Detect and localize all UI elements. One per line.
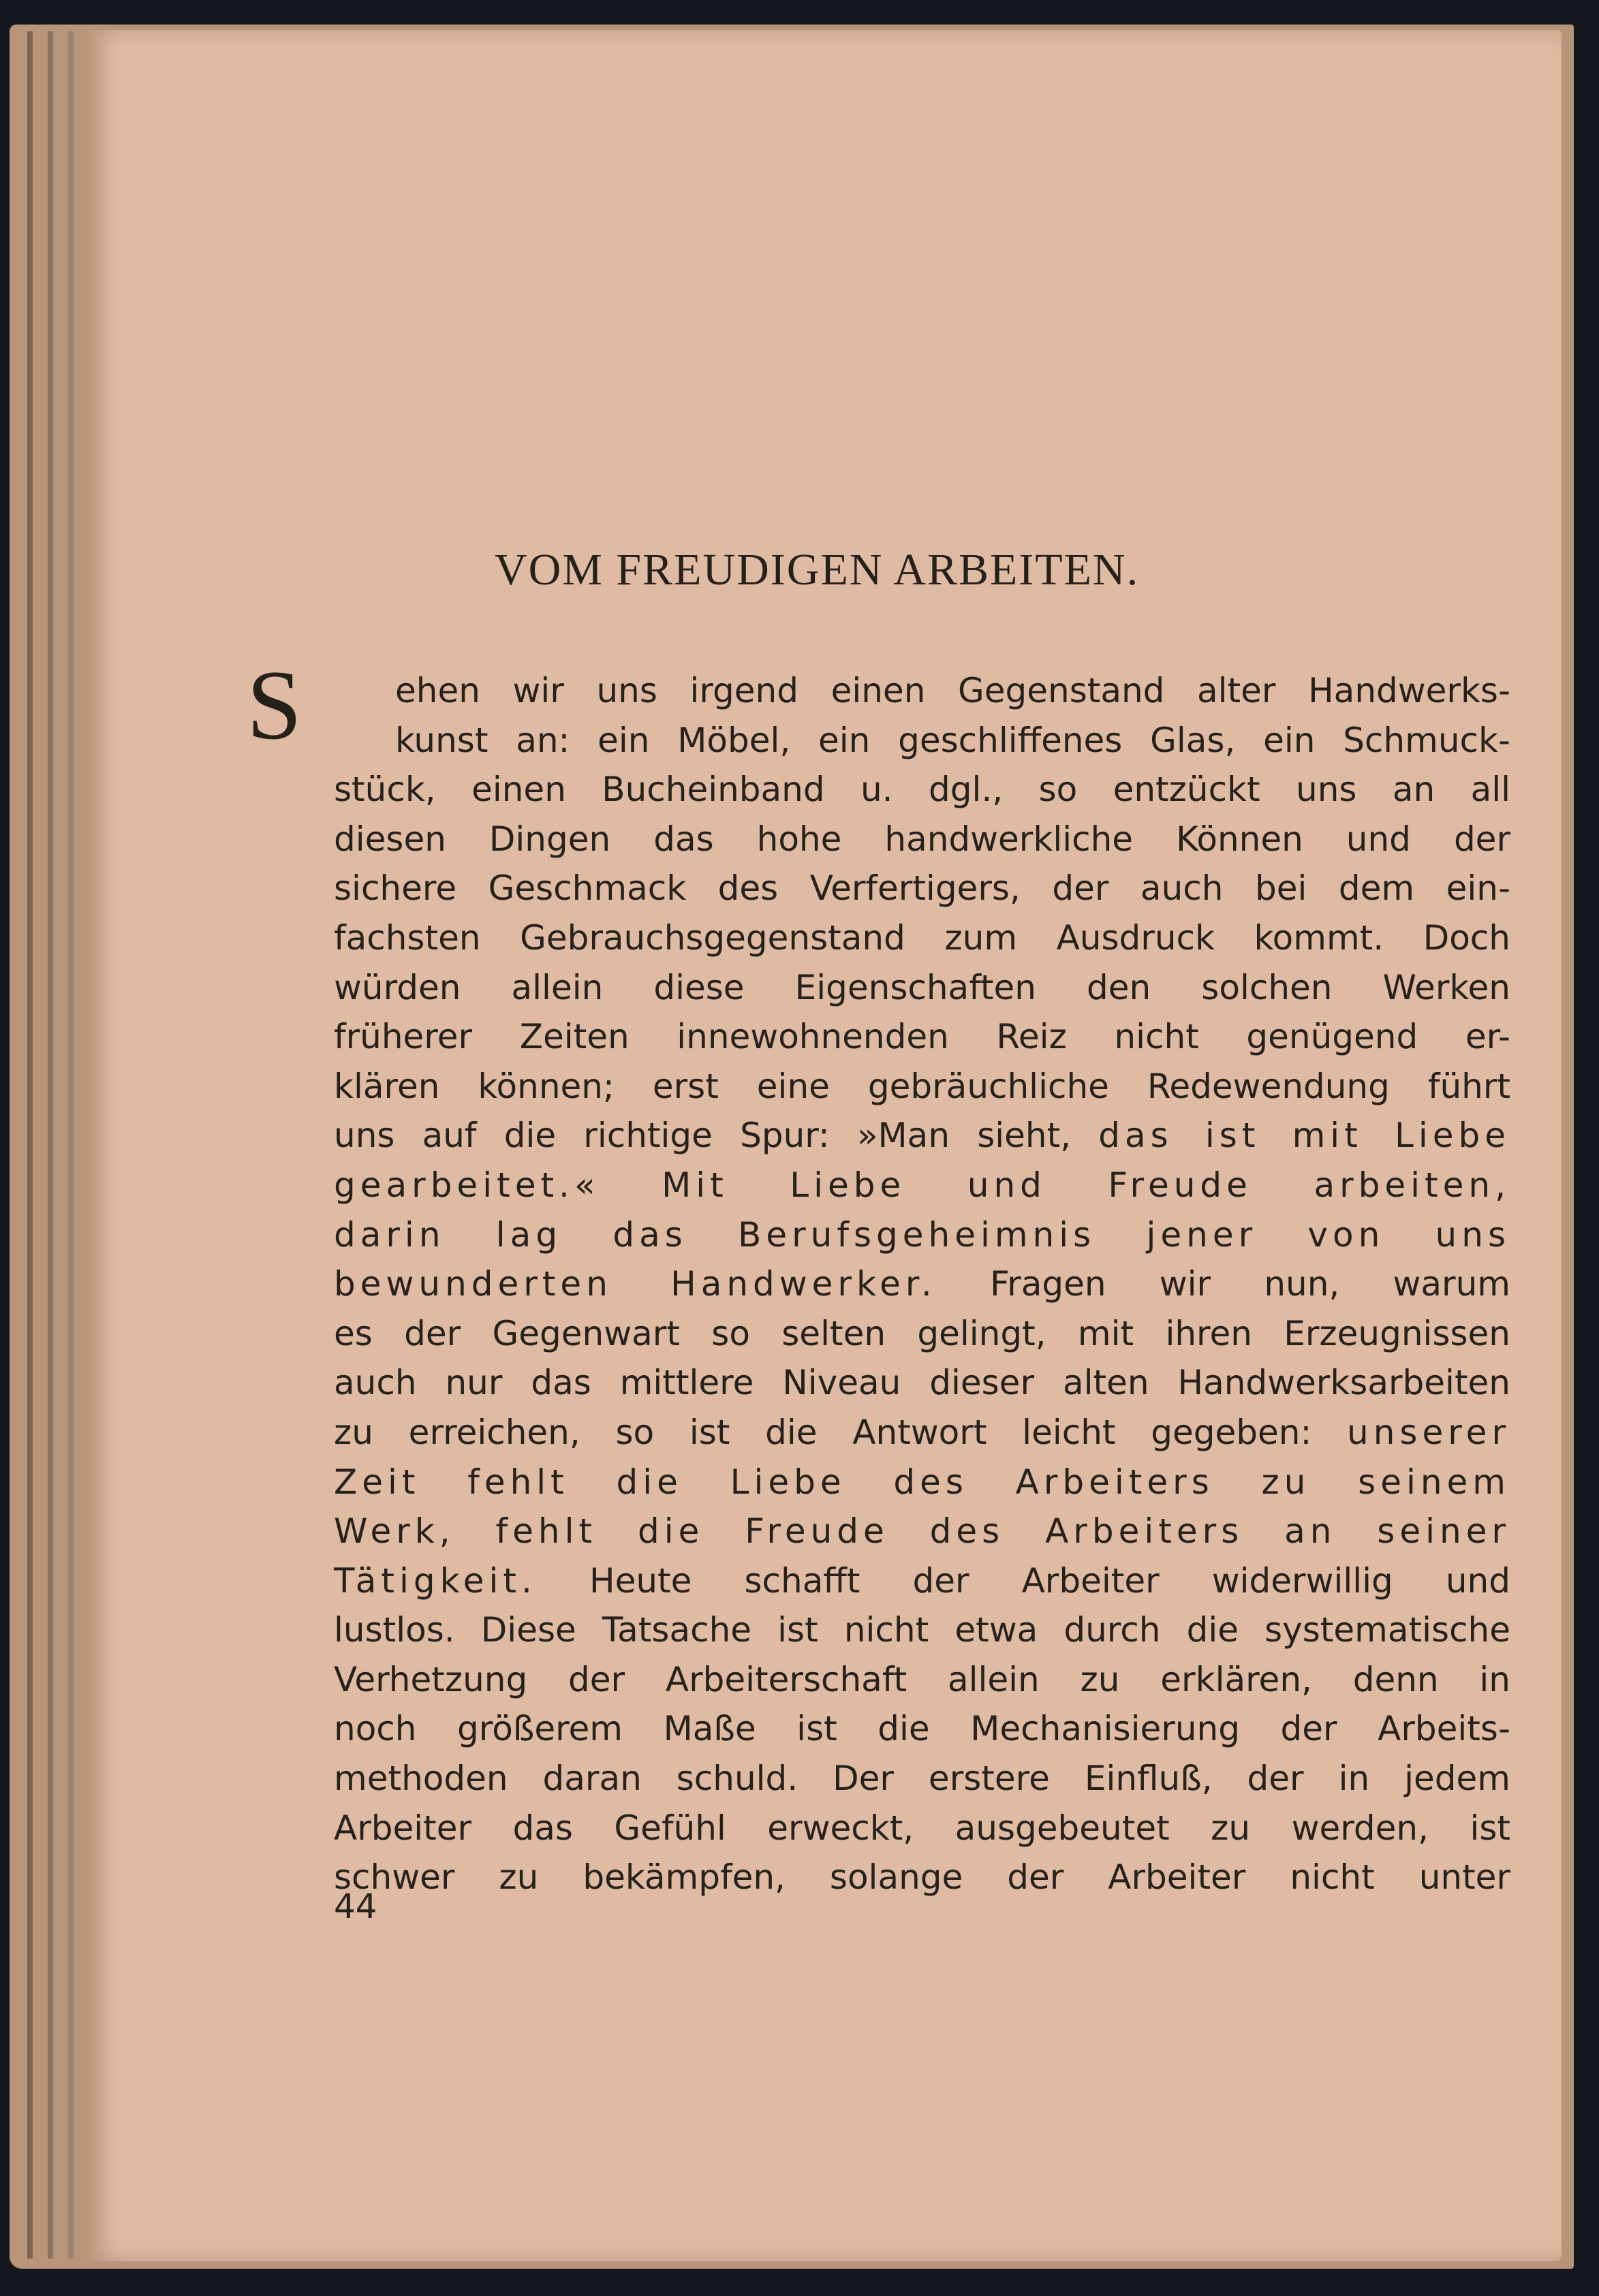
spaced-emphasis: unserer: [1347, 1412, 1510, 1452]
text-line: würden allein diese Eigenschaften den solchen Werken: [334, 967, 1510, 1007]
text-segment: Fragen wir nun, warum: [936, 1264, 1511, 1304]
spaced-emphasis: Tätigkeit.: [334, 1560, 537, 1601]
text-line: auch nur das mittlere Niveau dieser alten Handwerksarbeiten: [334, 1363, 1510, 1403]
text-line: fachsten Gebrauchsgegenstand zum Ausdruck kommt. Doch: [334, 917, 1510, 958]
text-line: diesen Dingen das hohe handwerkliche Können und der: [334, 819, 1510, 859]
text-line: [334, 1259, 1510, 1309]
text-line: [334, 1210, 1510, 1260]
text-line: sichere Geschmack des Verfertigers, der auch bei dem ein-: [334, 868, 1510, 909]
text-line: [334, 1556, 1510, 1606]
spaced-emphasis: Zeit fehlt die Liebe des Arbeiters zu seinem: [334, 1462, 1510, 1502]
text-line: stück, einen Bucheinband u. dgl., so entzückt uns an all: [334, 770, 1510, 810]
page-edge: [68, 31, 74, 2259]
text-line: [334, 1111, 1510, 1161]
spaced-emphasis: das ist mit Liebe: [1098, 1116, 1510, 1156]
spaced-emphasis: gearbeitet.« Mit Liebe und Freude arbeiten,: [334, 1165, 1510, 1205]
text-segment: uns auf die richtige Spur: »Man sieht,: [334, 1116, 1099, 1156]
text-line: kunst an: ein Möbel, ein geschliffenes Glas, ein Schmuck-: [395, 720, 1510, 760]
text-line: Arbeiter das Gefühl erweckt, ausgebeutet zu werden, ist: [334, 1808, 1510, 1848]
text-line: [334, 1507, 1510, 1556]
text-line: lustlos. Diese Tatsache ist nicht etwa durch die systematische: [334, 1610, 1510, 1650]
text-line: [334, 1458, 1510, 1507]
page-number: 44: [334, 1887, 377, 1926]
chapter-heading: VOM FREUDIGEN ARBEITEN.: [494, 545, 1140, 595]
body-text: [334, 666, 1510, 1902]
text-line: [334, 1408, 1510, 1458]
text-line: ehen wir uns irgend einen Gegenstand alter Handwerks-: [395, 671, 1510, 710]
spaced-emphasis: darin lag das Berufsgeheimnis jener von uns: [334, 1214, 1510, 1255]
text-line: [334, 1161, 1510, 1210]
page-edge: [48, 31, 53, 2259]
text-line: methoden daran schuld. Der erstere Einfluß, der in jedem: [334, 1759, 1510, 1799]
text-line: klären können; erst eine gebräuchliche Redewendung führt: [334, 1066, 1510, 1106]
text-line: es der Gegenwart so selten gelingt, mit ihren Erzeugnissen: [334, 1313, 1510, 1353]
drop-cap: S: [247, 650, 302, 760]
page-edge: [27, 31, 33, 2259]
text-segment: Heute schafft der Arbeiter widerwillig und: [536, 1560, 1510, 1601]
text-line: schwer zu bekämpfen, solange der Arbeiter nicht unter: [334, 1857, 1510, 1898]
text-line: noch größerem Maße ist die Mechanisierung der Arbeits-: [334, 1709, 1510, 1749]
spaced-emphasis: Werk, fehlt die Freude des Arbeiters an seiner: [334, 1511, 1510, 1552]
text-segment: zu erreichen, so ist die Antwort leicht gegeben:: [334, 1412, 1348, 1452]
text-line: Verhetzung der Arbeiterschaft allein zu erklären, denn in: [334, 1659, 1510, 1699]
text-line: früherer Zeiten innewohnenden Reiz nicht genügend er-: [334, 1017, 1510, 1057]
spaced-emphasis: bewunderten Handwerker.: [334, 1264, 937, 1304]
book-page: [89, 30, 1562, 2261]
